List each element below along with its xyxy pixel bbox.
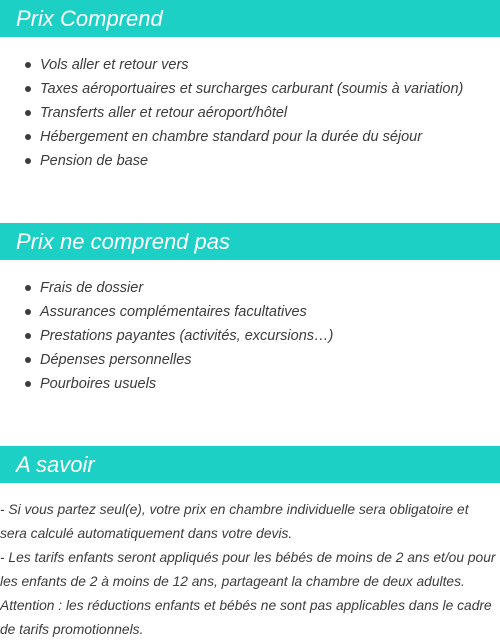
list-item: Vols aller et retour vers xyxy=(0,53,463,77)
section-header-prix-ne-comprend-pas xyxy=(0,223,500,260)
section-title: Prix ne comprend pas xyxy=(16,229,230,254)
bullet-icon xyxy=(25,357,31,363)
list-item: Frais de dossier xyxy=(0,276,333,300)
info-line: les enfants de 2 à moins de 12 ans, partageant la chambre de deux adultes. xyxy=(0,574,465,589)
info-text xyxy=(0,498,500,642)
bullet-icon xyxy=(25,86,31,92)
bullet-icon xyxy=(25,62,31,68)
section-header-prix-comprend xyxy=(0,0,500,37)
info-line: Attention : les réductions enfants et bébés ne sont pas applicables dans le cadre xyxy=(0,598,492,613)
info-line: - Si vous partez seul(e), votre prix en chambre individuelle sera obligatoire et xyxy=(0,502,469,517)
section-title: Prix Comprend xyxy=(16,6,163,31)
bullet-icon xyxy=(25,381,31,387)
list-item: Prestations payantes (activités, excursions…) xyxy=(0,324,333,348)
bullet-icon xyxy=(25,158,31,164)
list-item: Pension de base xyxy=(0,149,463,173)
section-title: A savoir xyxy=(16,452,95,477)
bullet-icon xyxy=(25,333,31,339)
bullet-icon xyxy=(25,285,31,291)
bullet-icon xyxy=(25,134,31,140)
list-item: Hébergement en chambre standard pour la durée du séjour xyxy=(0,125,463,149)
list-item: Assurances complémentaires facultatives xyxy=(0,300,333,324)
list-item: Transferts aller et retour aéroport/hôtel xyxy=(0,101,463,125)
bullet-icon xyxy=(25,110,31,116)
bullet-icon xyxy=(25,309,31,315)
list-item: Dépenses personnelles xyxy=(0,348,333,372)
excluded-list xyxy=(0,276,333,396)
info-line: - Les tarifs enfants seront appliqués pour les bébés de moins de 2 ans et/ou pour xyxy=(0,550,496,565)
list-item: Taxes aéroportuaires et surcharges carburant (soumis à variation) xyxy=(0,77,463,101)
list-item: Pourboires usuels xyxy=(0,372,333,396)
included-list xyxy=(0,53,463,173)
info-line: de tarifs promotionnels. xyxy=(0,622,144,637)
info-line: sera calculé automatiquement dans votre devis. xyxy=(0,526,293,541)
section-header-a-savoir xyxy=(0,446,500,483)
